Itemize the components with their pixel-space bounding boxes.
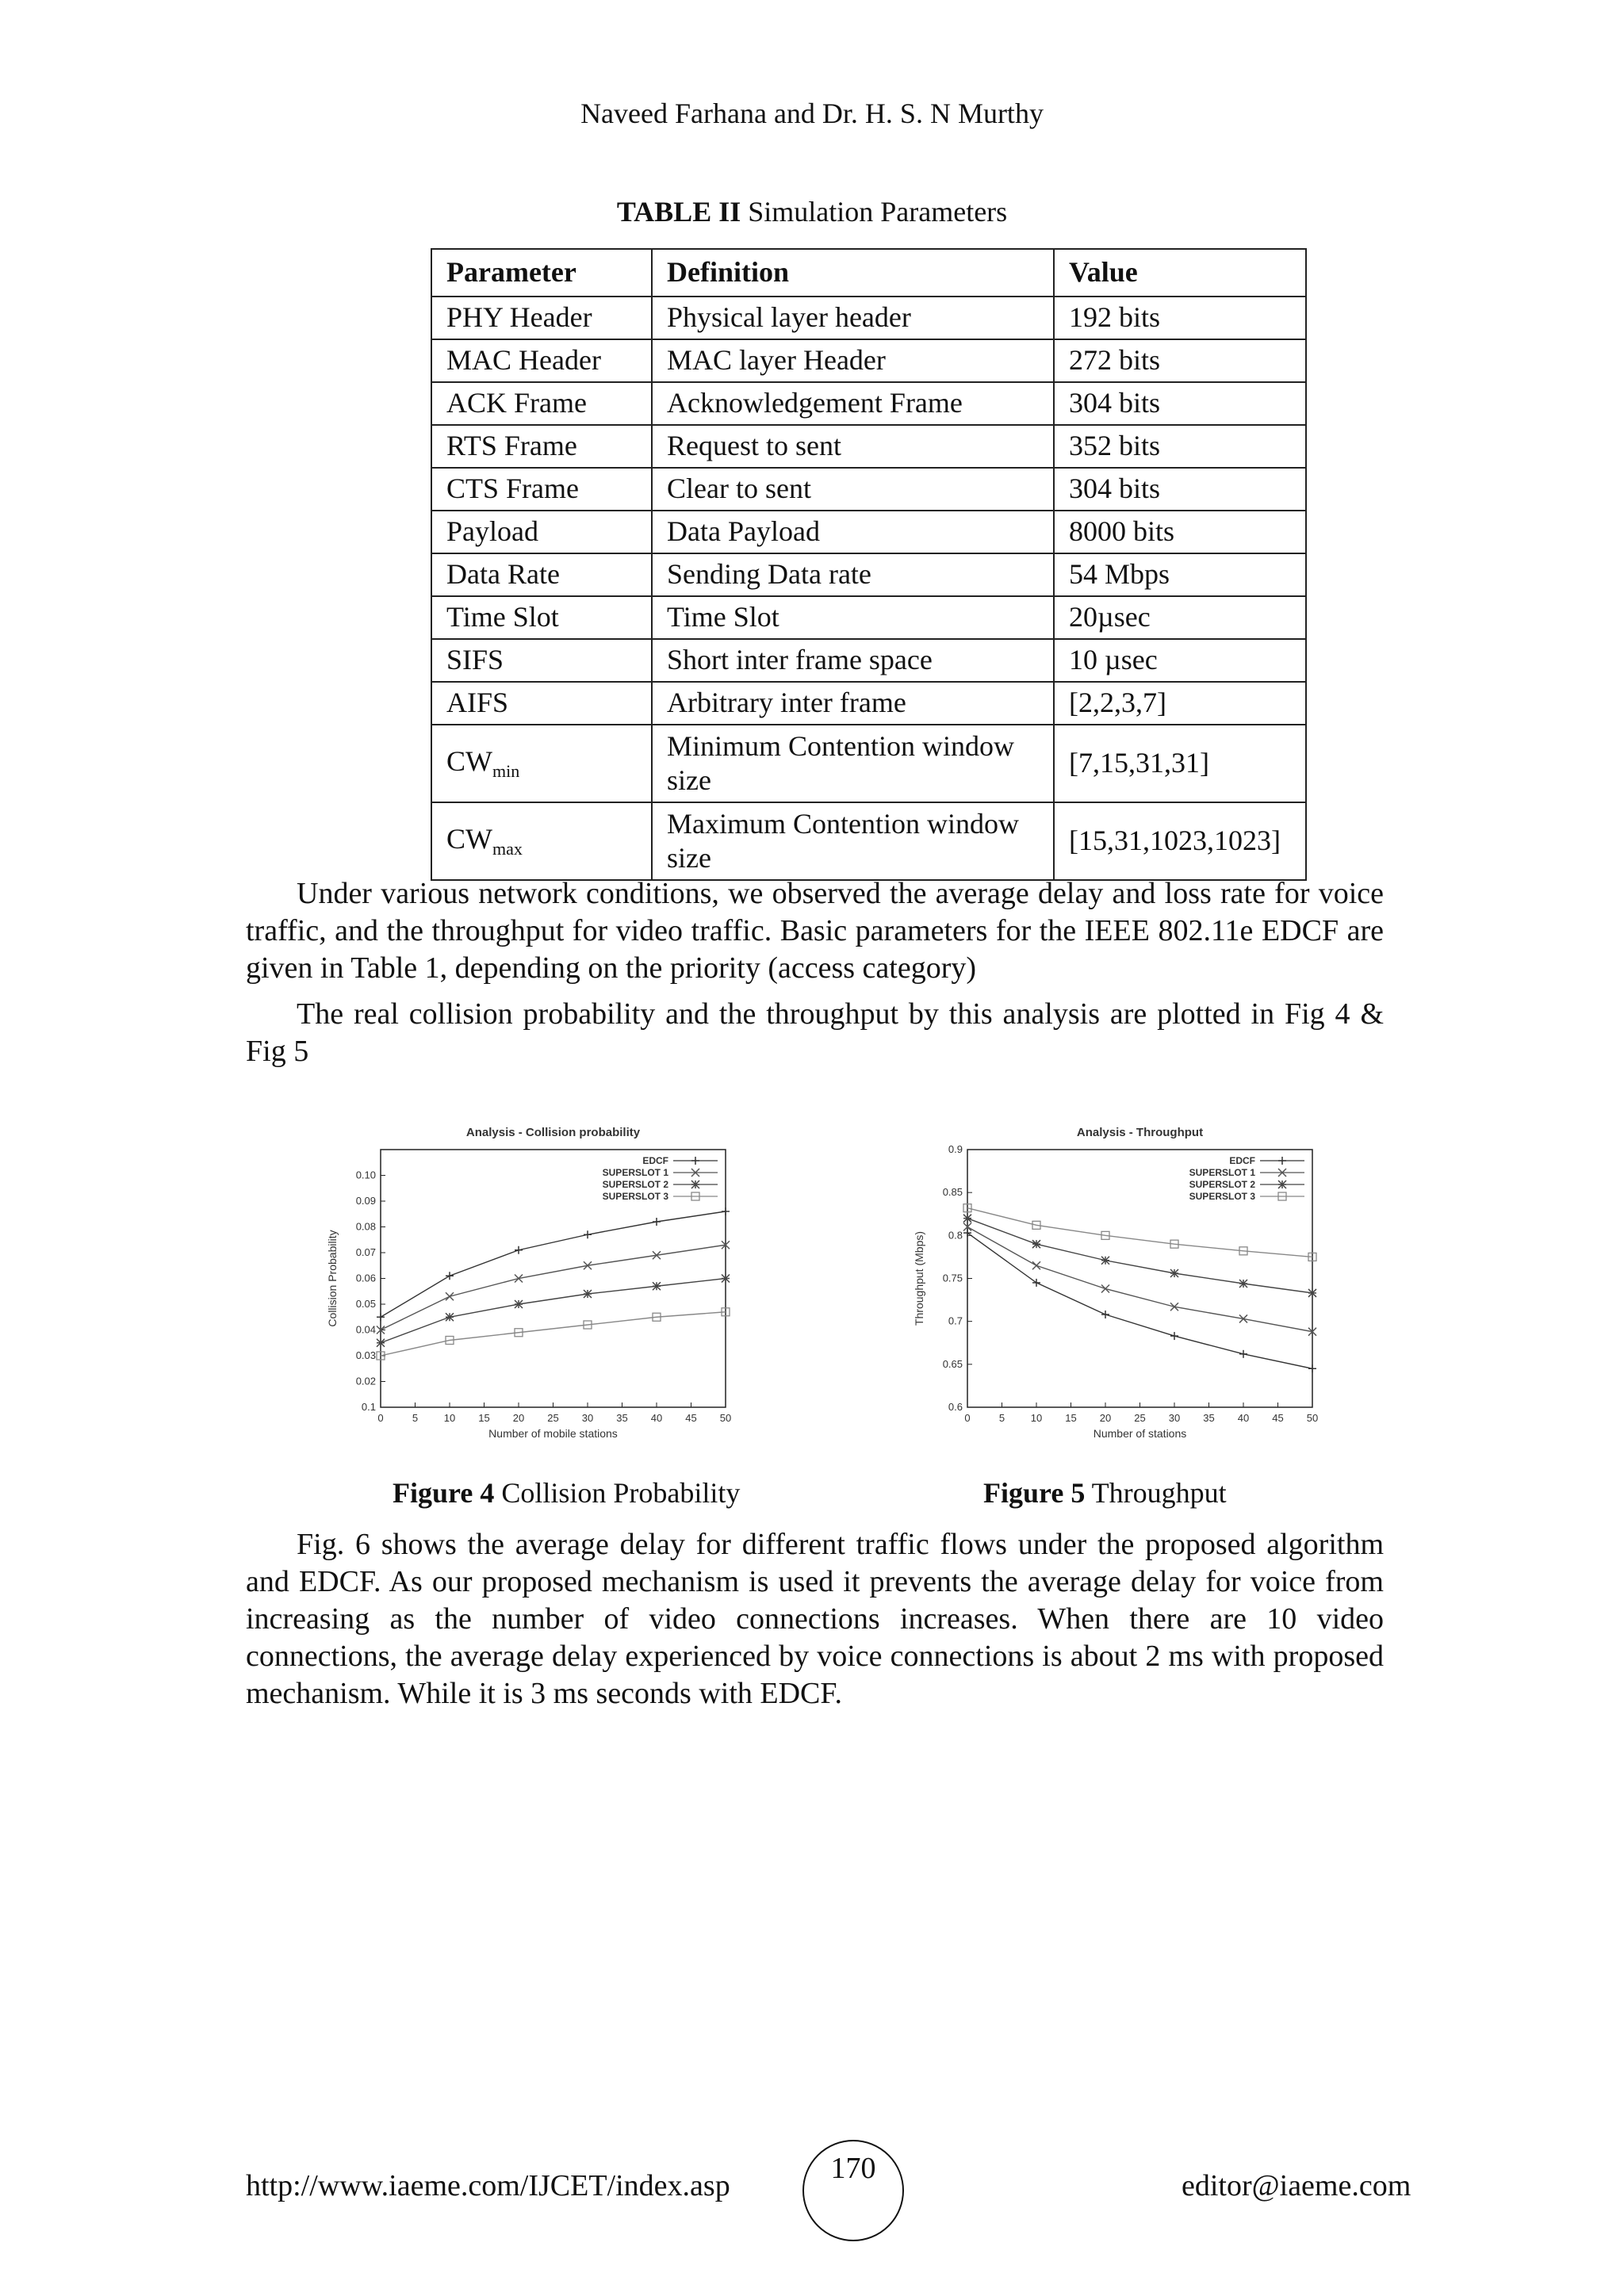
running-header: Naveed Farhana and Dr. H. S. N Murthy xyxy=(580,98,1044,129)
y-tick-label: 0.65 xyxy=(942,1357,963,1370)
table-cell: Data Rate xyxy=(431,553,652,596)
y-tick-label: 0.75 xyxy=(942,1272,963,1284)
data-point xyxy=(584,1290,592,1298)
legend-label: SUPERSLOT 3 xyxy=(602,1191,668,1202)
data-point xyxy=(691,1181,699,1188)
table-header-cell: Definition xyxy=(652,249,1054,297)
x-tick-label: 5 xyxy=(998,1412,1005,1424)
x-tick-label: 10 xyxy=(443,1412,456,1424)
data-point xyxy=(722,1275,730,1283)
table-cell: Acknowledgement Frame xyxy=(652,382,1054,425)
table-cell: 20µsec xyxy=(1054,596,1306,639)
table-cell xyxy=(431,725,652,802)
table-cell: Physical layer header xyxy=(652,297,1054,339)
x-tick-label: 0 xyxy=(377,1412,384,1424)
data-point xyxy=(1101,1285,1109,1293)
data-point xyxy=(1239,1350,1247,1358)
data-point xyxy=(653,1218,661,1226)
x-tick-label: 45 xyxy=(1272,1412,1284,1424)
y-tick-label: 0.05 xyxy=(355,1298,376,1310)
table-cell: 54 Mbps xyxy=(1054,553,1306,596)
table-cell: 10 µsec xyxy=(1054,639,1306,682)
simulation-parameters-table xyxy=(431,248,1307,881)
table-cell: AIFS xyxy=(431,682,652,725)
table-row xyxy=(431,511,1306,553)
figure-5-caption xyxy=(983,1476,1227,1510)
table-caption xyxy=(0,195,1624,228)
y-tick-label: 0.6 xyxy=(948,1401,963,1413)
figure-caption-text: Collision Probability xyxy=(494,1477,741,1509)
table-cell: [15,31,1023,1023] xyxy=(1054,802,1306,880)
data-point xyxy=(1278,1157,1286,1165)
table-row xyxy=(431,425,1306,468)
data-point xyxy=(1278,1181,1286,1188)
series-line xyxy=(967,1227,1312,1332)
x-tick-label: 45 xyxy=(685,1412,697,1424)
data-point xyxy=(377,1339,385,1347)
page-number-circle xyxy=(802,2140,904,2241)
table-cell: 352 bits xyxy=(1054,425,1306,468)
data-point xyxy=(1170,1269,1178,1277)
y-tick-label: 0.8 xyxy=(948,1229,963,1242)
x-axis-label: Number of mobile stations xyxy=(488,1427,618,1440)
data-point xyxy=(1308,1364,1316,1372)
x-tick-label: 25 xyxy=(547,1412,559,1424)
series-line xyxy=(967,1233,1312,1368)
data-point xyxy=(377,1313,385,1321)
x-tick-label: 30 xyxy=(1168,1412,1181,1424)
table-cell: 8000 bits xyxy=(1054,511,1306,553)
x-tick-label: 40 xyxy=(1237,1412,1250,1424)
cw-subscript: max xyxy=(492,839,523,859)
data-point xyxy=(1032,1279,1040,1287)
body-paragraph: The real collision probability and the throughput by this analysis are plotted in Fig 4 & Fig 5 xyxy=(246,997,1384,1068)
x-tick-label: 20 xyxy=(1099,1412,1112,1424)
table-cell: Request to sent xyxy=(652,425,1054,468)
y-tick-label: 0.07 xyxy=(355,1246,376,1258)
body-paragraph: Fig. 6 shows the average delay for different traffic flows under the proposed algorithm and EDCF. As our proposed mechanism is used it prevents the average delay for voice from increasing as the number of video connections increases. When there are 10 video connections, the average delay experienced by voice connections is about 2 ms with proposed mechanism. While it is 3 ms seconds with EDCF. xyxy=(246,1528,1384,1710)
data-point xyxy=(1101,1257,1109,1265)
legend-label: EDCF xyxy=(1229,1155,1255,1166)
figure-4-chart xyxy=(317,1114,745,1447)
data-point xyxy=(1032,1261,1040,1269)
table-caption-label: TABLE II xyxy=(616,196,741,228)
table-row xyxy=(431,382,1306,425)
figure-label: Figure 4 xyxy=(393,1477,495,1509)
x-tick-label: 20 xyxy=(512,1412,525,1424)
x-tick-label: 15 xyxy=(1065,1412,1077,1424)
x-tick-label: 10 xyxy=(1030,1412,1043,1424)
y-axis-label: Throughput (Mbps) xyxy=(913,1230,925,1326)
data-point xyxy=(1101,1311,1109,1318)
x-tick-label: 30 xyxy=(581,1412,594,1424)
table-cell: Sending Data rate xyxy=(652,553,1054,596)
figure-label: Figure 5 xyxy=(983,1477,1086,1509)
table-header-cell: Parameter xyxy=(431,249,652,297)
y-tick-label: 0.85 xyxy=(942,1186,963,1199)
collision-probability-chart xyxy=(317,1114,745,1447)
data-point xyxy=(963,1215,971,1223)
table-header-row xyxy=(431,249,1306,297)
series-line xyxy=(381,1211,726,1317)
x-tick-label: 25 xyxy=(1134,1412,1146,1424)
cw-base: CW xyxy=(446,823,492,855)
y-tick-label: 0.09 xyxy=(355,1195,376,1207)
y-tick-label: 0.9 xyxy=(948,1143,963,1155)
table-row xyxy=(431,297,1306,339)
table-cell: Data Payload xyxy=(652,511,1054,553)
body-paragraph: Under various network conditions, we observed the average delay and loss rate for voice traffic, and the throughput for video traffic. Basic parameters for the IEEE 802.11e EDCF are given in Table 1, depending on the priority (access category) xyxy=(246,877,1384,985)
table-cell: MAC layer Header xyxy=(652,339,1054,382)
y-tick-label: 0.06 xyxy=(355,1272,376,1284)
table-row xyxy=(431,339,1306,382)
table-cell xyxy=(431,802,652,880)
plot-frame xyxy=(381,1150,726,1407)
series-line xyxy=(381,1312,726,1356)
table-cell: Time Slot xyxy=(431,596,652,639)
chart-title: Analysis - Throughput xyxy=(1076,1126,1204,1139)
y-axis-label: Collision Probability xyxy=(326,1230,339,1327)
cw-base: CW xyxy=(446,745,492,778)
legend-label: EDCF xyxy=(642,1155,668,1166)
plot-frame xyxy=(967,1150,1312,1407)
data-point xyxy=(1239,1280,1247,1288)
x-tick-label: 40 xyxy=(650,1412,663,1424)
data-point xyxy=(1308,1289,1316,1297)
x-tick-label: 50 xyxy=(719,1412,732,1424)
y-tick-label: 0.04 xyxy=(355,1323,376,1336)
figure-caption-text: Throughput xyxy=(1085,1477,1227,1509)
x-tick-label: 0 xyxy=(964,1412,971,1424)
chart-title: Analysis - Collision probability xyxy=(465,1126,641,1139)
figure-4-caption xyxy=(393,1476,740,1510)
throughput-chart xyxy=(904,1114,1332,1447)
data-point xyxy=(1170,1332,1178,1340)
table-cell: Maximum Contention window size xyxy=(652,802,1054,880)
data-point xyxy=(691,1157,699,1165)
data-point xyxy=(722,1207,730,1215)
data-point xyxy=(653,1282,661,1290)
table-cell: ACK Frame xyxy=(431,382,652,425)
x-tick-label: 35 xyxy=(1203,1412,1215,1424)
table-cell: Arbitrary inter frame xyxy=(652,682,1054,725)
y-tick-label: 0.02 xyxy=(355,1375,376,1387)
y-tick-label: 0.03 xyxy=(355,1349,376,1361)
table-row-cwmin xyxy=(431,725,1306,802)
footer-email[interactable]: editor@iaeme.com xyxy=(1182,2169,1411,2202)
x-tick-label: 15 xyxy=(478,1412,490,1424)
table-caption-text: Simulation Parameters xyxy=(741,196,1008,228)
series-line xyxy=(381,1245,726,1330)
table-cell: [7,15,31,31] xyxy=(1054,725,1306,802)
cw-subscript: min xyxy=(492,761,520,782)
table-cell: CTS Frame xyxy=(431,468,652,511)
table-cell: RTS Frame xyxy=(431,425,652,468)
data-point xyxy=(584,1230,592,1238)
x-tick-label: 5 xyxy=(412,1412,419,1424)
data-point xyxy=(446,1272,454,1280)
footer-url[interactable]: http://www.iaeme.com/IJCET/index.asp xyxy=(246,2169,730,2202)
legend-label: SUPERSLOT 2 xyxy=(602,1179,668,1190)
x-tick-label: 35 xyxy=(616,1412,628,1424)
legend-label: SUPERSLOT 2 xyxy=(1189,1179,1255,1190)
table-cell: 272 bits xyxy=(1054,339,1306,382)
data-point xyxy=(1032,1240,1040,1248)
series-line xyxy=(381,1279,726,1343)
table-cell: 192 bits xyxy=(1054,297,1306,339)
table-cell: [2,2,3,7] xyxy=(1054,682,1306,725)
legend-label: SUPERSLOT 3 xyxy=(1189,1191,1255,1202)
y-tick-label: 0.1 xyxy=(361,1401,376,1413)
x-axis-label: Number of stations xyxy=(1093,1427,1187,1440)
table-row xyxy=(431,553,1306,596)
table-row xyxy=(431,682,1306,725)
table-cell: Minimum Contention window size xyxy=(652,725,1054,802)
table-row-cwmax xyxy=(431,802,1306,880)
table-cell: MAC Header xyxy=(431,339,652,382)
table-cell: PHY Header xyxy=(431,297,652,339)
table-cell: Clear to sent xyxy=(652,468,1054,511)
x-tick-label: 50 xyxy=(1306,1412,1319,1424)
data-point xyxy=(515,1300,523,1308)
legend-label: SUPERSLOT 1 xyxy=(602,1167,668,1178)
data-point xyxy=(446,1313,454,1321)
table-cell: SIFS xyxy=(431,639,652,682)
y-tick-label: 0.7 xyxy=(948,1314,963,1327)
table-cell: Payload xyxy=(431,511,652,553)
page-number: 170 xyxy=(830,2152,876,2185)
legend-label: SUPERSLOT 1 xyxy=(1189,1167,1255,1178)
table-row xyxy=(431,639,1306,682)
figure-5-chart xyxy=(904,1114,1332,1447)
data-point xyxy=(515,1246,523,1254)
y-tick-label: 0.10 xyxy=(355,1169,376,1181)
series-line xyxy=(967,1208,1312,1257)
table-header-cell: Value xyxy=(1054,249,1306,297)
table-cell: 304 bits xyxy=(1054,382,1306,425)
table-cell: Short inter frame space xyxy=(652,639,1054,682)
table-row xyxy=(431,596,1306,639)
y-tick-label: 0.08 xyxy=(355,1220,376,1233)
data-point xyxy=(446,1292,454,1300)
table-cell: 304 bits xyxy=(1054,468,1306,511)
table-cell: Time Slot xyxy=(652,596,1054,639)
table-row xyxy=(431,468,1306,511)
